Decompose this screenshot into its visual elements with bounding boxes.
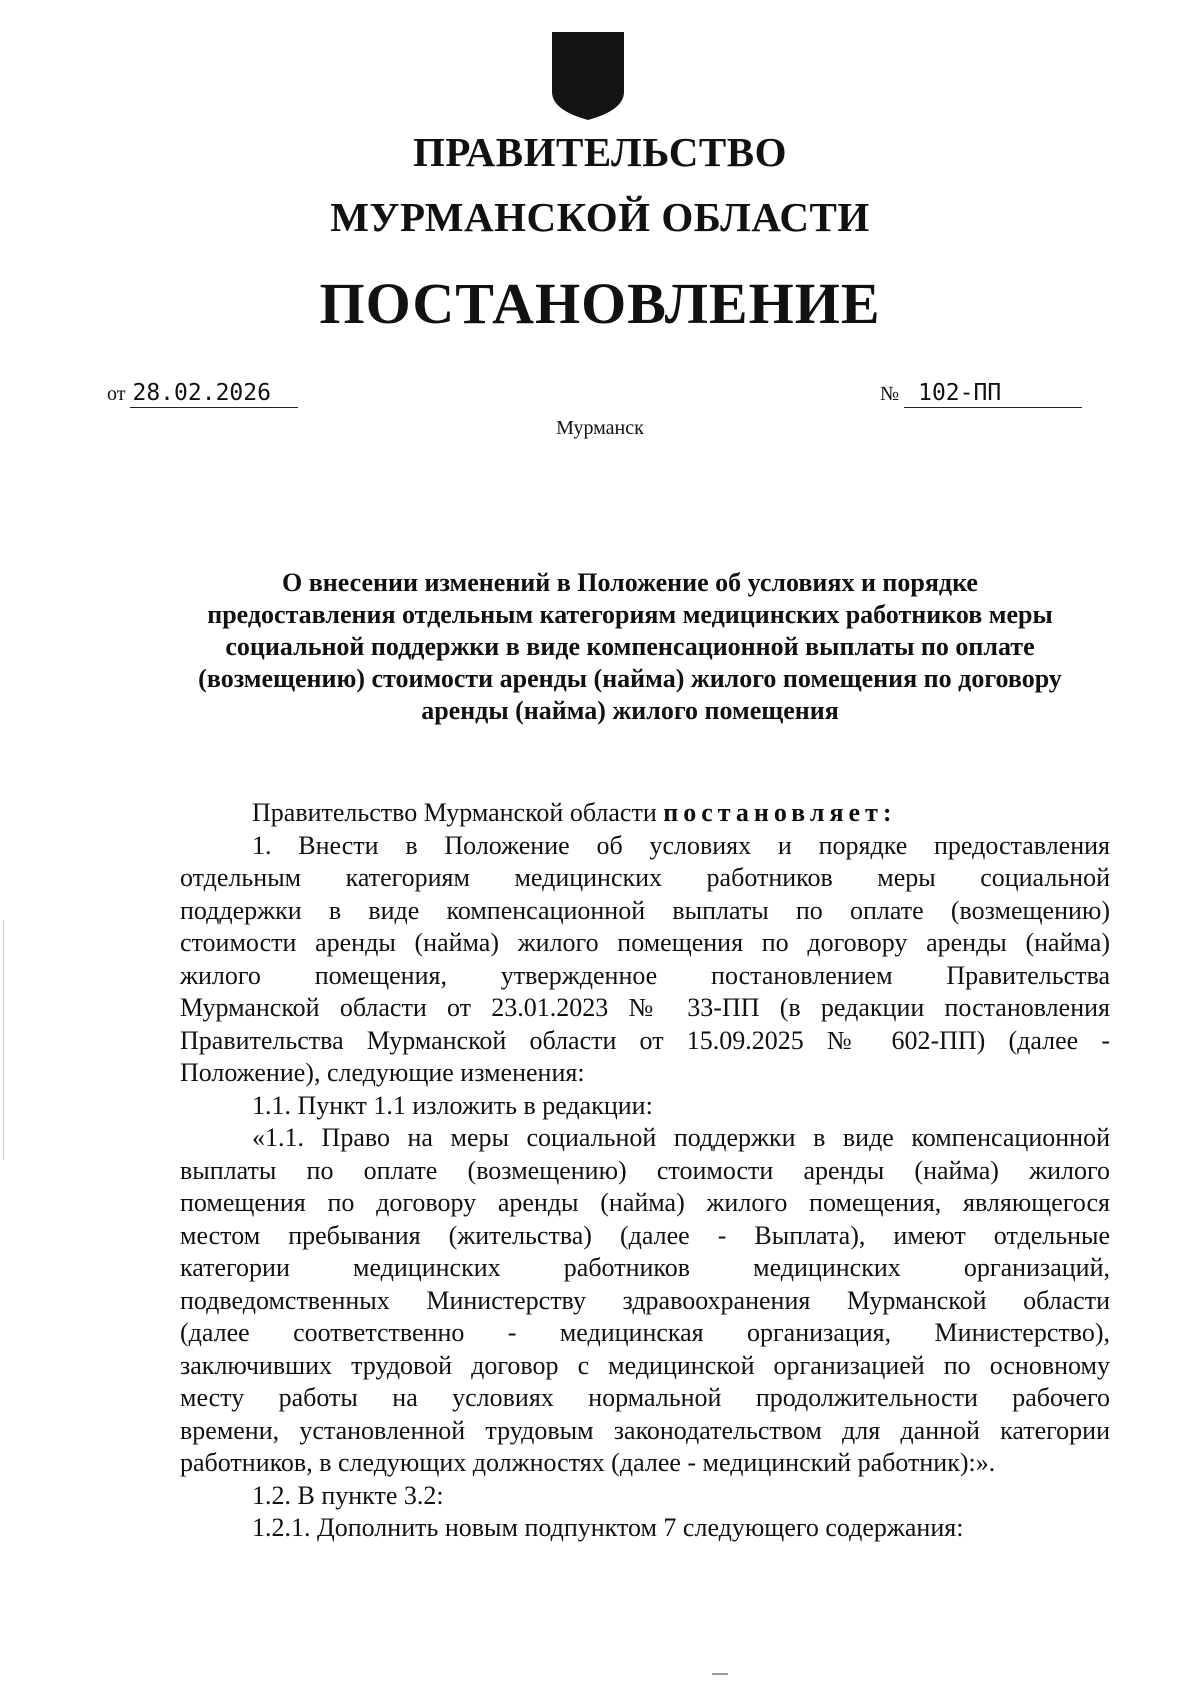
body-line: Положение), следующие изменения:	[180, 1058, 585, 1087]
government-name-line1: ПРАВИТЕЛЬСТВО	[412, 129, 788, 175]
body-line: «1.1. Право на меры социальной поддержки в виде компенсационной	[252, 1123, 1110, 1152]
subject-line: (возмещению) стоимости аренды (найма) жилого помещения по договору	[198, 664, 1062, 693]
date-value: 28.02.2026	[130, 380, 298, 408]
subject-line: социальной поддержки в виде компенсационной выплаты по оплате	[225, 632, 1035, 661]
preamble-text: Правительство Мурманской области	[252, 798, 657, 827]
body-line: поддержки в виде компенсационной выплаты по оплате (возмещению)	[180, 895, 1110, 925]
subject-line: аренды (найма) жилого помещения	[421, 696, 839, 725]
body-line: выплаты по оплате (возмещению) стоимости аренды (найма) жилого	[180, 1155, 1110, 1185]
coat-of-arms-icon	[550, 30, 626, 122]
city-of-issue: Мурманск	[556, 417, 644, 439]
preamble-line	[180, 797, 1110, 830]
body-line: категории медицинских работников медицинских организаций,	[180, 1253, 1110, 1282]
body-line: стоимости аренды (найма) жилого помещения по договору аренды (найма)	[180, 928, 1110, 957]
subject-line: предоставления отдельным категориям медицинских работников меры	[207, 600, 1053, 629]
body-line: 1.1. Пункт 1.1 изложить в редакции:	[252, 1090, 653, 1120]
body-line: отдельным категориям медицинских работников меры социальной	[180, 863, 1110, 892]
body-line: (далее соответственно - медицинская организация, Министерство),	[180, 1318, 1110, 1347]
document-subject	[150, 567, 1110, 727]
body-line: жилого помещения, утвержденное постановлением Правительства	[180, 960, 1110, 990]
document-date	[107, 380, 298, 408]
document-number	[880, 380, 1082, 408]
body-line: 1. Внести в Положение об условиях и порядке предоставления	[252, 830, 1110, 860]
body-line: местом пребывания (жительства) (далее - Выплата), имеют отдельные	[180, 1220, 1110, 1250]
scan-artifact-line	[3, 920, 4, 1160]
government-name-line2: МУРМАНСКОЙ ОБЛАСТИ	[330, 194, 870, 240]
scan-artifact-dash	[712, 1673, 728, 1675]
resolution-body	[180, 797, 1110, 1545]
body-line: работников, в следующих должностях (далее - медицинский работник):».	[180, 1448, 996, 1477]
body-line: времени, установленной трудовым законодательством для данной категории	[180, 1415, 1110, 1445]
body-line: Правительства Мурманской области от 15.09.2025 № 602-ПП) (далее -	[180, 1025, 1110, 1055]
body-line: подведомственных Министерству здравоохранения Мурманской области	[180, 1285, 1110, 1315]
body-line: заключивших трудовой договор с медицинской организацией по основному	[180, 1350, 1110, 1380]
preamble-action: постановляет:	[663, 798, 897, 827]
number-prefix: №	[880, 383, 900, 405]
body-line: месту работы на условиях нормальной продолжительности рабочего	[180, 1383, 1110, 1412]
number-value: 102-ПП	[904, 380, 1082, 408]
subject-line: О внесении изменений в Положение об условиях и порядке	[282, 568, 978, 597]
document-type-title: ПОСТАНОВЛЕНИЕ	[319, 271, 881, 336]
date-prefix: от	[107, 383, 126, 405]
body-line: помещения по договору аренды (найма) жилого помещения, являющегося	[180, 1188, 1110, 1217]
body-line: Мурманской области от 23.01.2023 № 33-ПП (в редакции постановления	[180, 993, 1110, 1022]
body-line: 1.2. В пункте 3.2:	[252, 1480, 444, 1510]
body-line: 1.2.1. Дополнить новым подпунктом 7 следующего содержания:	[252, 1513, 964, 1542]
